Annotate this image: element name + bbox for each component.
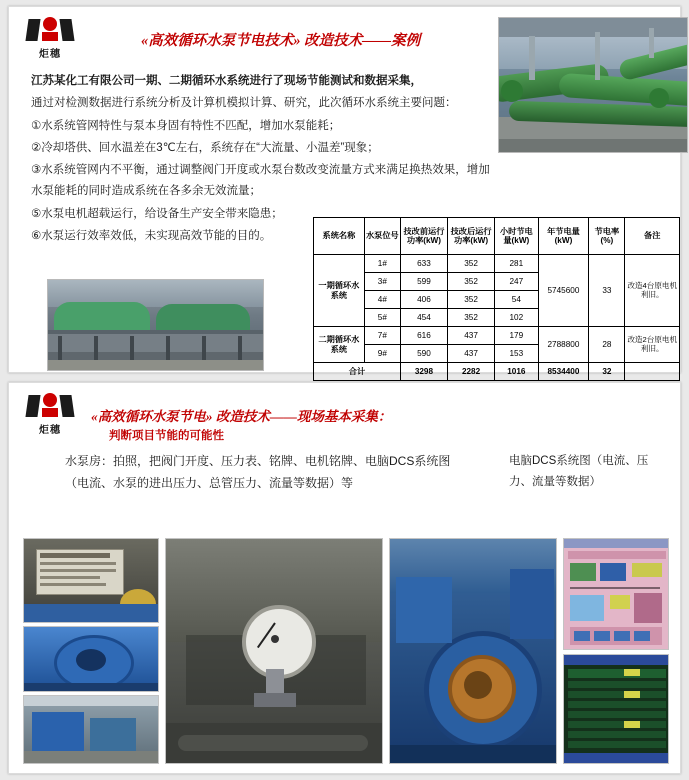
photo-pipe-gallery <box>498 17 688 153</box>
company-logo <box>21 393 79 437</box>
logo-mark-icon <box>27 17 73 43</box>
cell-remark: 改造2台原电机利旧。 <box>625 327 680 363</box>
cell-total-rate: 32 <box>589 363 625 381</box>
logo-company-name: 炬穗 <box>39 425 61 436</box>
photo-blue-pump-casing <box>23 626 159 692</box>
cell-hourly-saving: 54 <box>495 291 538 309</box>
cell-saving-rate: 28 <box>589 327 625 363</box>
th-hourly-saving: 小时节电量(kW) <box>495 218 538 255</box>
table-header-row <box>314 218 680 255</box>
cell-power-after: 437 <box>448 345 495 363</box>
cell-power-before: 616 <box>400 327 447 345</box>
cell-hourly-saving: 153 <box>495 345 538 363</box>
photo-blue-valve-flange <box>389 538 557 764</box>
logo-mark-icon <box>27 393 73 419</box>
slide-site-collection <box>8 382 681 774</box>
energy-saving-table <box>313 217 680 381</box>
slide1-title: «高效循环水泵节电技术» 改造技术——案例 <box>141 33 421 49</box>
slide1-para-1: ①水系统管网特性与泵本身固有特性不匹配，增加水泵能耗； <box>31 119 341 132</box>
cell-power-before: 633 <box>400 255 447 273</box>
logo-company-name: 炬穗 <box>39 49 61 60</box>
th-power-after: 技改后运行功率(kW) <box>448 218 495 255</box>
slide1-para-0: 通过对检测数据进行系统分析及计算机模拟计算、研究，此次循环水系统主要问题： <box>31 97 457 110</box>
cell-system-name: 二期循环水系统 <box>314 327 365 363</box>
table-row <box>314 255 680 273</box>
cell-pump-id: 3# <box>364 273 400 291</box>
slide1-para-4: ⑤水泵电机超载运行，给设备生产安全带来隐患； <box>31 207 283 220</box>
table-total-row <box>314 363 680 381</box>
cell-power-before: 454 <box>400 309 447 327</box>
cell-power-after: 352 <box>448 309 495 327</box>
slide2-title: «高效循环水泵节电» 改造技术——现场基本采集： <box>91 409 392 424</box>
slide2-subtitle: 判断项目节能的可能性 <box>109 430 224 442</box>
cell-hourly-saving: 247 <box>495 273 538 291</box>
cell-power-after: 352 <box>448 255 495 273</box>
cell-hourly-saving: 281 <box>495 255 538 273</box>
slide1-para-2: ②冷却塔供、回水温差在3℃左右，系统存在“大流量、小温差”现象； <box>31 141 379 154</box>
slide-case-study <box>8 6 681 376</box>
slide2-paragraph-line2: （电流、水泵的进出压力、总管压力、流量等数据）等 <box>65 475 354 490</box>
th-power-before: 技改前运行功率(kW) <box>400 218 447 255</box>
cell-yearly-saving: 2788800 <box>538 327 589 363</box>
cell-total-before: 3298 <box>400 363 447 381</box>
cell-power-after: 437 <box>448 327 495 345</box>
cell-pump-id: 1# <box>364 255 400 273</box>
th-yearly-saving: 年节电量(kW) <box>538 218 589 255</box>
cell-saving-rate: 33 <box>589 255 625 327</box>
photo-gallery <box>23 538 669 764</box>
cell-hourly-saving: 179 <box>495 327 538 345</box>
cell-power-before: 599 <box>400 273 447 291</box>
slide1-para-5: ⑥水泵运行效率效低，未实现高效节能的目的。 <box>31 229 272 242</box>
slide1-para-3: ③水系统管网内不平衡，通过调整阀门开度或水泵台数改变流量方式来满足换热效果，增加水泵能耗的同时造成系统在各多余无效流量； <box>31 164 490 198</box>
cell-power-before: 590 <box>400 345 447 363</box>
cell-total-hourly: 1016 <box>495 363 538 381</box>
cell-pump-id: 4# <box>364 291 400 309</box>
cell-remark: 改造4台原电机利旧。 <box>625 255 680 327</box>
photo-dcs-flow-screen <box>563 538 669 650</box>
cell-total-label: 合计 <box>314 363 401 381</box>
cell-total-yearly: 8534400 <box>538 363 589 381</box>
cell-pump-id: 5# <box>364 309 400 327</box>
cell-power-before: 406 <box>400 291 447 309</box>
slide2-paragraph <box>65 451 495 494</box>
cell-pump-id: 9# <box>364 345 400 363</box>
photo-pump-room <box>23 695 159 764</box>
energy-saving-table-wrap <box>313 217 680 381</box>
slide2-paragraph-line1: 水泵房：拍照，把阀门开度、压力表、铭牌、电机铭牌、电脑DCS系统图 <box>65 454 451 468</box>
cell-yearly-saving: 5745600 <box>538 255 589 327</box>
photo-motor-nameplate <box>23 538 159 623</box>
cell-hourly-saving: 102 <box>495 309 538 327</box>
cell-system-name: 一期循环水系统 <box>314 255 365 327</box>
slide2-side-note: 电脑DCS系统图（电流、压力、流量等数据） <box>509 455 649 488</box>
cell-power-after: 352 <box>448 273 495 291</box>
th-saving-rate: 节电率(%) <box>589 218 625 255</box>
photo-cooling-tower <box>47 279 264 371</box>
cell-power-after: 352 <box>448 291 495 309</box>
cell-total-after: 2282 <box>448 363 495 381</box>
slide1-lead: 江苏某化工有限公司一期、二期循环水系统进行了现场节能测试和数据采集， <box>31 75 422 87</box>
cell-pump-id: 7# <box>364 327 400 345</box>
company-logo <box>21 17 79 61</box>
cell-total-remark <box>625 363 680 381</box>
th-pump-id: 水泵位号 <box>364 218 400 255</box>
photo-dcs-table-screen <box>563 654 669 764</box>
photo-pressure-gauge <box>165 538 383 764</box>
th-system-name: 系统名称 <box>314 218 365 255</box>
table-row <box>314 327 680 345</box>
th-remark: 备注 <box>625 218 680 255</box>
